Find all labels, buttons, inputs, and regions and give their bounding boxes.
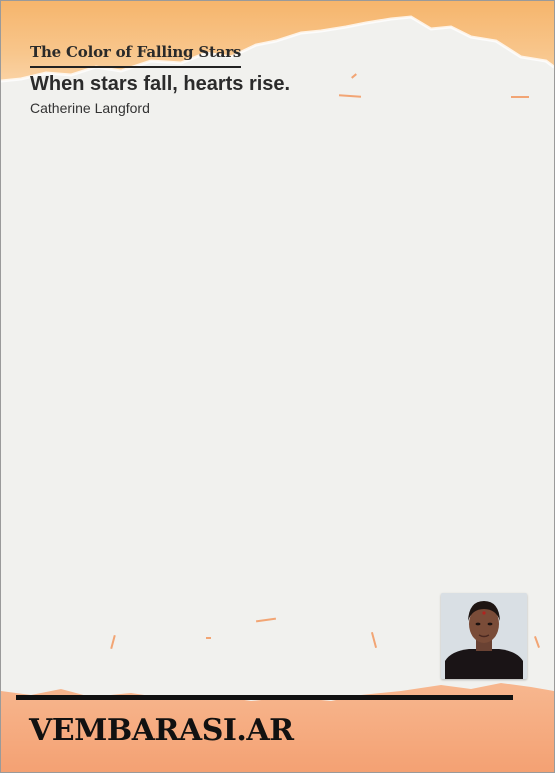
paint-fleck bbox=[206, 637, 211, 639]
book-title: When stars fall, hearts rise. bbox=[30, 73, 291, 95]
book-subtitle: The Color of Falling Stars bbox=[30, 43, 241, 68]
paint-fleck bbox=[511, 96, 529, 98]
author-name: Catherine Langford bbox=[30, 100, 150, 116]
footer-rule bbox=[16, 695, 513, 700]
creator-name: VEMBARASI.AR bbox=[29, 713, 294, 748]
portrait-photo bbox=[441, 593, 527, 679]
